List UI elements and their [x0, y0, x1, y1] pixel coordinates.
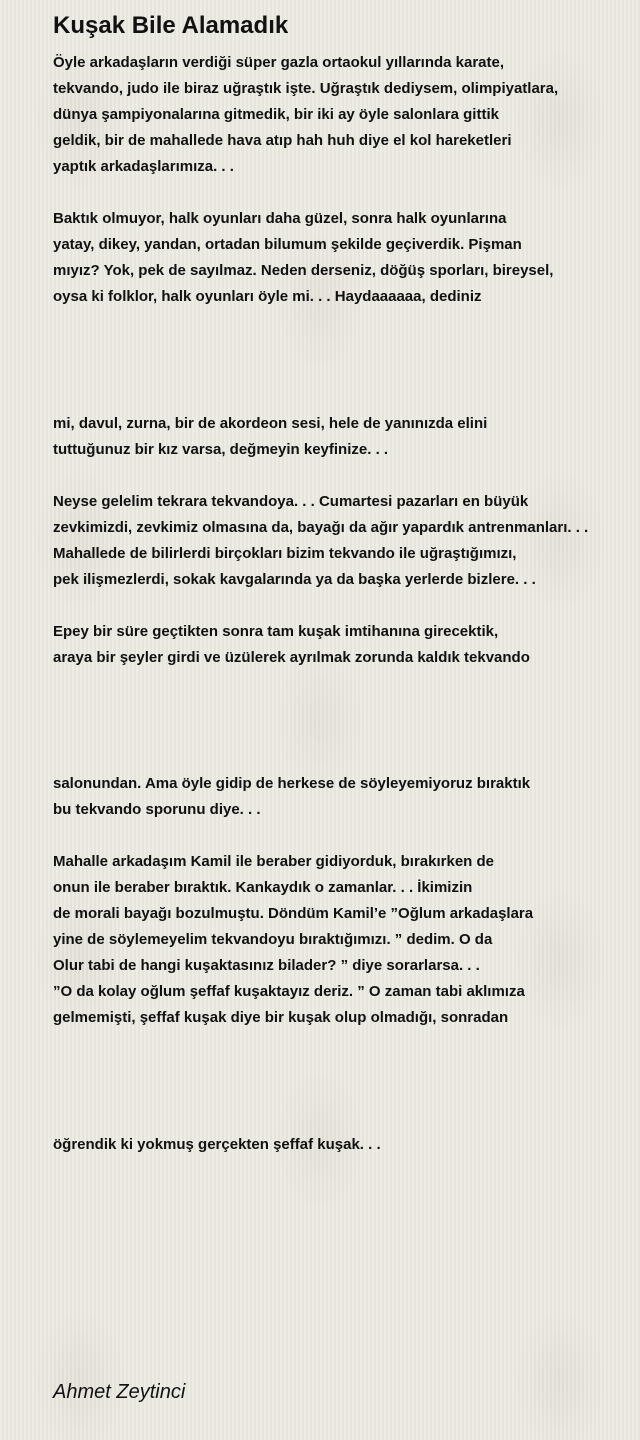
paragraph — [53, 50, 633, 180]
paragraph — [53, 489, 633, 593]
poem-section-3 — [53, 771, 633, 1031]
paragraph — [53, 619, 633, 671]
text-line: öğrendik ki yokmuş gerçekten şeffaf kuşak. . . — [53, 1136, 381, 1153]
text-line: dünya şampiyonalarına gitmedik, bir iki ay öyle salonlara gittik — [53, 106, 499, 123]
text-line: bu tekvando sporunu diye. . . — [53, 801, 261, 818]
text-line: onun ile beraber bıraktık. Kankaydık o zamanlar. . . İkimizin — [53, 879, 473, 896]
text-line: tuttuğunuz bir kız varsa, değmeyin keyfinize. . . — [53, 441, 389, 458]
paragraph — [53, 206, 633, 310]
text-line: Neyse gelelim tekrara tekvandoya. . . Cumartesi pazarları en büyük — [53, 493, 529, 510]
text-line: oysa ki folklor, halk oyunları öyle mi. . . Haydaaaaaa, dediniz — [53, 288, 482, 305]
text-line: geldik, bir de mahallede hava atıp hah huh diye el kol hareketleri — [53, 132, 512, 149]
text-line: mıyız? Yok, pek de sayılmaz. Neden derseniz, döğüş sporları, bireysel, — [53, 262, 554, 279]
text-line: Epey bir süre geçtikten sonra tam kuşak imtihanına girecektik, — [53, 623, 499, 640]
text-line: yaptık arkadaşlarımıza. . . — [53, 158, 234, 175]
poem-title: Kuşak Bile Alamadık — [53, 12, 289, 39]
poem-section-2 — [53, 411, 633, 671]
paragraph — [53, 771, 633, 823]
text-line: mi, davul, zurna, bir de akordeon sesi, hele de yanınızda elini — [53, 415, 488, 432]
text-line: araya bir şeyler girdi ve üzülerek ayrılmak zorunda kaldık tekvando — [53, 649, 530, 666]
paragraph — [53, 411, 633, 463]
text-line: ”O da kolay oğlum şeffaf kuşaktayız deriz. ” O zaman tabi aklımıza — [53, 983, 525, 1000]
text-line: zevkimizdi, zevkimiz olmasına da, bayağı da ağır yapardık antrenmanları. . . — [53, 519, 589, 536]
text-line: gelmemişti, şeffaf kuşak diye bir kuşak olup olmadığı, sonradan — [53, 1009, 509, 1026]
text-line: Baktık olmuyor, halk oyunları daha güzel, sonra halk oyunlarına — [53, 210, 507, 227]
paragraph — [53, 849, 633, 1031]
text-line: pek ilişmezlerdi, sokak kavgalarında ya da başka yerlerde bizlere. . . — [53, 571, 536, 588]
text-line: salonundan. Ama öyle gidip de herkese de söyleyemiyoruz bıraktık — [53, 775, 531, 792]
poem-section-1 — [53, 50, 633, 310]
text-line: de morali bayağı bozulmuştu. Döndüm Kamil’e ”Oğlum arkadaşlara — [53, 905, 534, 922]
poem-section-4 — [53, 1132, 633, 1158]
text-line: yine de söylemeyelim tekvandoyu bıraktığımızı. ” dedim. O da — [53, 931, 493, 948]
paragraph — [53, 1132, 633, 1158]
text-line: Öyle arkadaşların verdiği süper gazla ortaokul yıllarında karate, — [53, 54, 505, 71]
text-line: tekvando, judo ile biraz uğraştık işte. Uğraştık dediysem, olimpiyatlara, — [53, 80, 559, 97]
text-line: Mahallede de bilirlerdi birçokları bizim tekvando ile uğraştığımızı, — [53, 545, 517, 562]
text-line: Mahalle arkadaşım Kamil ile beraber gidiyorduk, bırakırken de — [53, 853, 495, 870]
text-line: Olur tabi de hangi kuşaktasınız bilader? ” diye sorarlarsa. . . — [53, 957, 480, 974]
author-name: Ahmet Zeytinci — [53, 1381, 186, 1403]
text-line: yatay, dikey, yandan, ortadan bilumum şekilde geçiverdik. Pişman — [53, 236, 522, 253]
